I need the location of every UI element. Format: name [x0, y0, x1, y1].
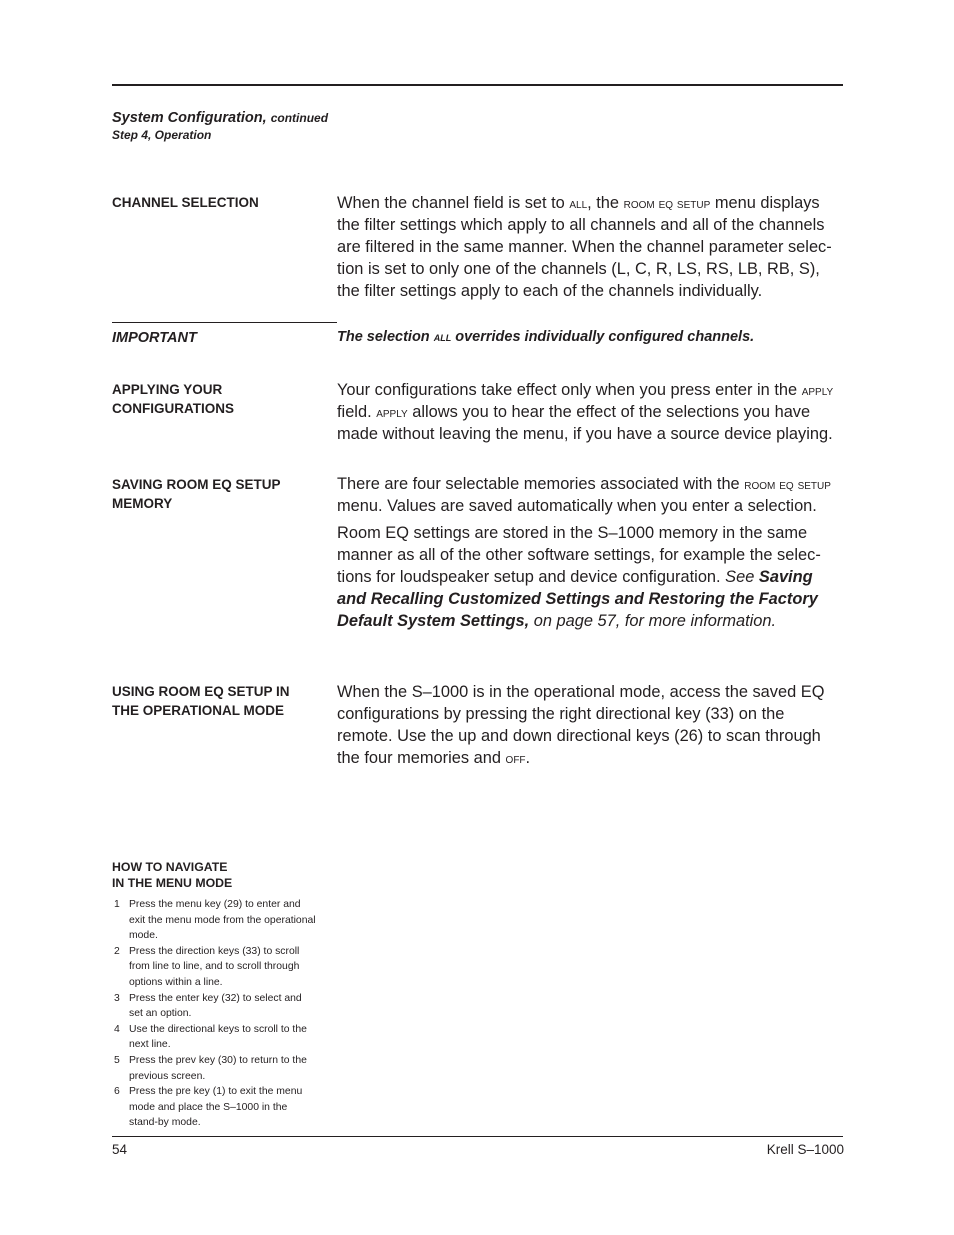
navigate-steps [112, 897, 317, 1131]
channel-selection-text: When the channel field is set to all, the room eq setup menu displays the filter settings which apply to all channels and all of the channels are filtered in the same manner. When the channel parameter selection is set to only one of the channels (L, C, R, LS, RS, LB, RB, S), the filter settings apply to each of the channels individually. [337, 194, 832, 300]
list-item: 3 Press the enter key (32) to select and set an option. [114, 992, 302, 1020]
heading-channel-selection: CHANNEL SELECTION [112, 195, 259, 210]
using-text: When the S–1000 is in the operational mode, access the saved EQ configurations by pressing the right directional key (33) on the remote. Use the up and down directional keys (26) to scan through the four memories and off. [337, 683, 825, 767]
list-item: 5 Press the prev key (30) to return to the previous screen. [114, 1054, 307, 1082]
continued-label: continued [270, 111, 329, 125]
list-item: 6 Press the pre key (1) to exit the menu mode and place the S–1000 in the stand-by mode. [114, 1086, 303, 1129]
heading-saving-memory: SAVING ROOM EQ SETUP MEMORY [112, 477, 281, 511]
heading-applying-configurations: APPLYING YOUR CONFIGURATIONS [112, 382, 234, 416]
top-rule [112, 84, 843, 86]
list-item: 1 Press the menu key (29) to enter and exit the menu mode from the operational mode. [114, 899, 316, 942]
footer-rule [112, 1136, 843, 1137]
saving-text: There are four selectable memories associated with the room eq setup menu. Values are saved automatically when you enter a selection. Room EQ settings are stored in the S–1000 memory in the same manner as all of the other software settings, for example the selections for loudspeaker setup and device configuration. See Saving and Recalling Customized Settings and Restoring the Factory Default System Settings, on page 57, for more information. [337, 475, 831, 630]
product-name: Krell S–1000 [766, 1142, 844, 1157]
navigate-title: HOW TO NAVIGATE IN THE MENU MODE [112, 860, 233, 890]
heading-using-operational-mode: USING ROOM EQ SETUP IN THE OPERATIONAL MODE [112, 684, 290, 718]
section-title: System Configuration, continued [112, 110, 329, 126]
page-number: 54 [112, 1142, 128, 1157]
list-item: 2 Press the direction keys (33) to scroll from line to line, and to scroll through options within a line. [114, 945, 300, 988]
important-text: The selection all overrides individually configured channels. [337, 329, 755, 345]
list-item: 4 Use the directional keys to scroll to the next line. [114, 1023, 307, 1051]
important-rule [112, 322, 337, 323]
step-subtitle: Step 4, Operation [112, 128, 212, 142]
important-label: IMPORTANT [112, 330, 197, 346]
applying-text: Your configurations take effect only when you press enter in the apply field. apply allows you to hear the effect of the selections you have made without leaving the menu, if you have a source device playing. [337, 381, 834, 443]
cross-reference: Saving and Recalling Customized Settings and Restoring the Factory Default System Settings, [337, 568, 818, 630]
